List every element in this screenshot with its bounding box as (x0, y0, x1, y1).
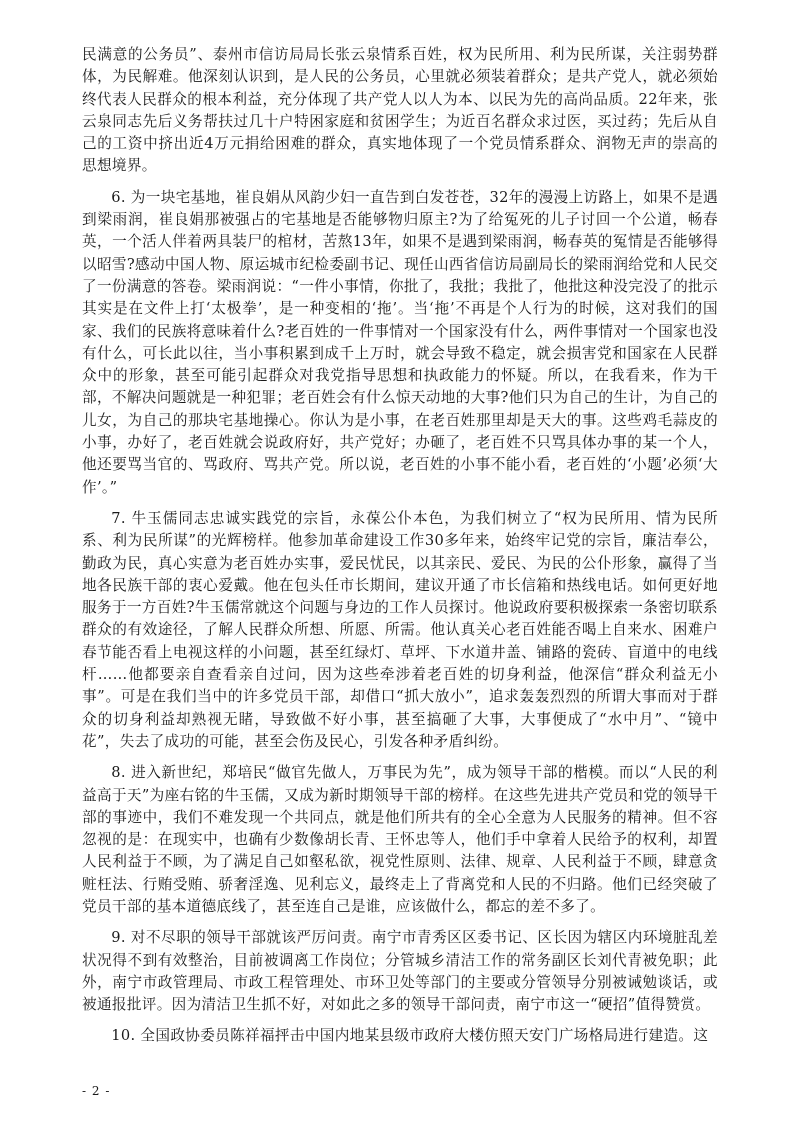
paragraph-item-10: 10. 全国政协委员陈祥福抨击中国内地某县级市政府大楼仿照天安门广场格局进行建造。这 (111, 1027, 709, 1045)
document-page (82, 44, 718, 1057)
paragraph-continuation: 民满意的公务员”、泰州市信访局局长张云泉情系百姓，权为民所用、利为民所谋，关注弱势群体，为民解难。他深刻认识到，是人民的公务员，心里就必须装着群众；是共产党人，就必须始终代表人民群众的根本利益，充分体现了共产党人以人为本、以民为先的高尚品质。22年来，张云泉同志先后义务帮扶过几十户特困家庭和贫困学生；为近百名群众求过医，买过药；先后从自己的工资中挤出近4万元捐给困难的群众，真实地体现了一个党员情系群众、润物无声的崇高的思想境界。 (82, 46, 718, 175)
paragraph-item-7: 7. 牛玉儒同志忠诚实践党的宗旨，永葆公仆本色，为我们树立了“权为民所用、情为民所系、利为民所谋”的光辉榜样。他参加革命建设工作30多年来，始终牢记党的宗旨，廉洁奉公，勤政为民，真心实意为老百姓办实事，爱民忧民，以其亲民、爱民、为民的公仆形象，赢得了当地各民族干部的衷心爱戴。他在包头任市长期间，建议开通了市长信箱和热线电话。如何更好地服务于一方百姓?牛玉儒常就这个问题与身边的工作人员探讨。他说政府要积极探索一条密切联系群众的有效途径，了解人民群众所想、所愿、所需。他认真关心老百姓能否喝上自来水、困难户春节能否看上电视这样的小问题，甚至红绿灯、草坪、下水道井盖、铺路的瓷砖、盲道中的电线杆……他都要亲自查看亲自过问，因为这些牵涉着老百姓的切身利益，他深信“群众利益无小事”。可是在我们当中的许多党员干部，却借口“抓大放小”，追求轰轰烈烈的所谓大事而对于群众的切身利益却熟视无睹，导致做不好小事，甚至搞砸了大事，大事便成了“水中月”、“镜中花”，失去了成功的可能，甚至会伤及民心，引发各种矛盾纠纷。 (82, 509, 718, 750)
paragraph-item-9: 9. 对不尽职的领导干部就该严厉问责。南宁市青秀区区委书记、区长因为辖区内环境脏乱差状况得不到有效整治，目前被调离工作岗位；分管城乡清洁工作的常务副区长刘代青被免职；此外，南宁市政管理局、市政工程管理处、市环卫处等部门的主要或分管领导分别被诫勉谈话，或被通报批评。因为清洁卫生抓不好，对如此之多的领导干部问责，南宁市这一“硬招”值得赞赏。 (82, 929, 718, 1014)
paragraph-item-6: 6. 为一块宅基地，崔良娟从风韵少妇一直告到白发苍苍，32年的漫漫上访路上，如果不是遇到梁雨润，崔良娟那被强占的宅基地是否能够物归原主?为了给冤死的儿子讨回一个公道，畅春英，一个活人伴着两具装尸的棺材，苦熬13年，如果不是遇到梁雨润，畅春英的冤情是否能够得以昭雪?感动中国人物、原运城市纪检委副书记、现任山西省信访局副局长的梁雨润给党和人民交了一份满意的答卷。梁雨润说：“一件小事情，你批了，我批；我批了，他批这种没完没了的批示其实是在文件上打‘太极拳’，是一种变相的‘拖’。当‘拖’不再是个人行为的时候，这对我们的国家、我们的民族将意味着什么?老百姓的一件事情对一个国家没有什么，两件事情对一个国家也没有什么，可长此以往，当小事积累到成千上万时，就会导致不稳定，就会损害党和国家在人民群众中的形象，甚至可能引起群众对我党指导思想和执政能力的怀疑。所以，在我看来，作为干部，不解决问题就是一种犯罪；老百姓会有什么惊天动地的大事?他们只为自己的生计，为自己的儿女，为自己的那块宅基地操心。你认为是小事，在老百姓那里却是天大的事。这些鸡毛蒜皮的小事，办好了，老百姓就会说政府好，共产党好；办砸了，老百姓不只骂具体办事的某一个人，他还要骂当官的、骂政府、骂共产党。所以说，老百姓的小事不能小看，老百姓的‘小题’必须‘大作’。” (82, 188, 718, 496)
paragraph-item-8: 8. 进入新世纪，郑培民“做官先做人，万事民为先”，成为领导干部的楷模。而以“人民的利益高于天”为座右铭的牛玉儒，又成为新时期领导干部的榜样。在这些先进共产党员和党的领导干部的事迹中，我们不难发现一个共同点，就是他们所共有的全心全意为人民服务的精神。但不容忽视的是：在现实中，也确有少数像胡长青、王怀忠等人，他们手中拿着人民给予的权利，却置人民利益于不顾，为了满足自己如壑私欲，视党性原则、法律、规章、人民利益于不顾，肆意贪赃枉法、行贿受贿、骄奢淫逸、见利忘义，最终走上了背离党和人民的不归路。他们已经突破了党员干部的基本道德底线了，甚至连自己是谁，应该做什么，都忘的差不多了。 (82, 764, 718, 915)
page-number: - 2 - (82, 1084, 111, 1098)
